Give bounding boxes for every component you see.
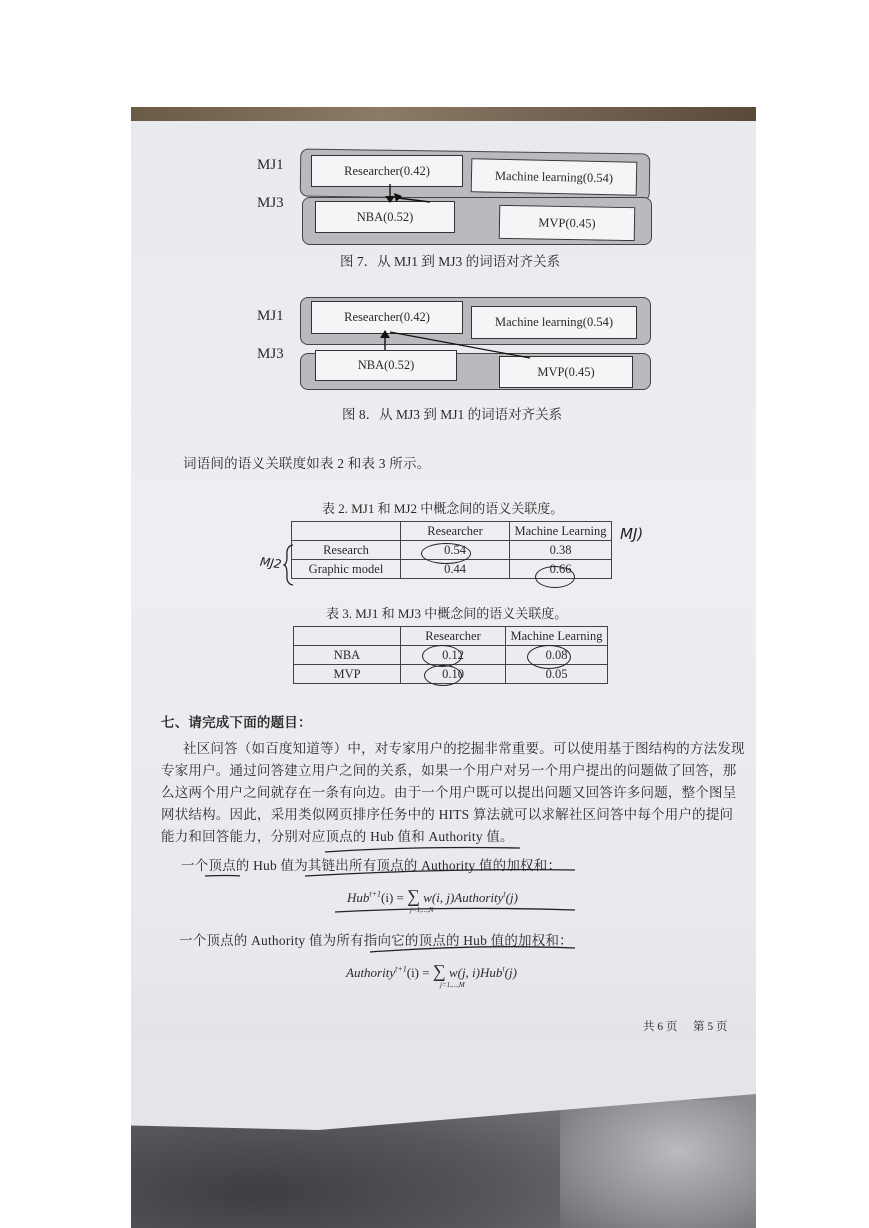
cloth-highlight — [560, 1100, 756, 1228]
table3-cell: MVP — [294, 665, 401, 684]
paragraph-line: 能力和回答能力，分别对应顶点的 Hub 值和 Authority 值。 — [161, 829, 514, 844]
formula-text: (j) — [504, 965, 517, 980]
fig8-box-ml: Machine learning(0.54) — [471, 306, 637, 339]
handwritten-circle — [421, 543, 471, 564]
section7-paragraph — [161, 738, 746, 848]
table2-cell: 0.38 — [510, 541, 612, 560]
table3-cell: 0.10 — [401, 665, 506, 684]
fig8-box-nba: NBA(0.52) — [315, 350, 457, 381]
fig7-box-researcher: Researcher(0.42) — [311, 155, 463, 187]
formula-text: w(i, j)Authority — [423, 890, 504, 905]
table3-header-1: Researcher — [401, 627, 506, 646]
fig7-row1-label: MJ1 — [257, 157, 284, 173]
authority-formula — [346, 961, 517, 982]
fig7-box-ml: Machine learning(0.54) — [471, 158, 638, 195]
table3-cell: NBA — [294, 646, 401, 665]
formula-text: Hub — [347, 890, 370, 905]
formula-subscript: j=1,...,M — [440, 981, 465, 989]
formula-text: (i) = — [406, 965, 430, 980]
fig8-arrows — [370, 326, 550, 366]
handwritten-circle — [424, 665, 462, 686]
table2-cell: 0.66 — [510, 560, 612, 579]
formula-text: Authority — [346, 965, 396, 980]
formula-text: (j) — [505, 890, 518, 905]
table2-header-2: Machine Learning — [510, 522, 612, 541]
section7-title: 七、请完成下面的题目： — [161, 715, 312, 730]
handwritten-mj2-note: MJ2 — [259, 554, 283, 572]
table3-header-0 — [294, 627, 401, 646]
handwritten-circle — [422, 645, 462, 667]
handwritten-mj1-note: MJ) — [620, 525, 644, 543]
fig8-box-mvp: MVP(0.45) — [499, 356, 633, 388]
table3-caption: 表 3. MJ1 和 MJ3 中概念间的语义关联度。 — [326, 606, 568, 621]
table-row — [292, 522, 612, 541]
fig8-row2-label: MJ3 — [257, 346, 284, 362]
table2-cell: 0.54 — [401, 541, 510, 560]
handwritten-circle — [535, 566, 575, 588]
fig7-caption: 图 7．从 MJ1 到 MJ3 的词语对齐关系 — [340, 254, 561, 269]
fig8-caption: 图 8．从 MJ3 到 MJ1 的词语对齐关系 — [342, 407, 563, 422]
table2-cell: Graphic model — [292, 560, 401, 579]
sigma-symbol: ∑ — [432, 961, 446, 981]
fig8-row1-label: MJ1 — [257, 308, 284, 324]
fig7-box-mvp: MVP(0.45) — [499, 205, 636, 241]
table2-header-0 — [292, 522, 401, 541]
formula-text: t+1 — [369, 889, 382, 899]
page-total: 共 6 页 — [643, 1021, 678, 1033]
formula-text: t — [503, 889, 506, 899]
fig8-box-researcher: Researcher(0.42) — [311, 301, 463, 334]
paragraph-line: 网状结构。因此，采用类似网页排序任务中的 HITS 算法就可以求解社区问答中每个用户的提问 — [161, 807, 734, 822]
formula-text: t — [502, 964, 505, 974]
formula-subscript: j=1,...,N — [410, 906, 434, 914]
fig7-row2-label: MJ3 — [257, 195, 284, 211]
table2-cell: Research — [292, 541, 401, 560]
handwritten-circle — [527, 645, 571, 669]
formula-text: w(j, i)Hub — [448, 965, 503, 980]
table3-cell: 0.05 — [506, 665, 608, 684]
table3-cell: 0.12 — [401, 646, 506, 665]
formula-text: t+1 — [395, 964, 407, 974]
desk-edge — [131, 107, 756, 121]
page-current: 第 5 页 — [693, 1021, 728, 1033]
handwritten-underlines — [150, 840, 750, 960]
table-row — [294, 627, 608, 646]
fig7-arrows — [370, 180, 450, 210]
hub-definition: 一个顶点的 Hub 值为其链出所有顶点的 Authority 值的加权和： — [181, 858, 562, 873]
table2-header-1: Researcher — [401, 522, 510, 541]
table3-header-2: Machine Learning — [506, 627, 608, 646]
handwritten-brace — [283, 544, 295, 586]
table3-cell: 0.08 — [506, 646, 608, 665]
authority-definition: 一个顶点的 Authority 值为所有指向它的顶点的 Hub 值的加权和： — [179, 933, 573, 948]
paragraph-line: 么这两个用户之间就存在一条有向边。由于一个用户既可以提出问题又回答许多问题，整个图呈 — [161, 785, 737, 800]
intro-text: 词语间的语义关联度如表 2 和表 3 所示。 — [183, 456, 431, 471]
table2-cell: 0.44 — [401, 560, 510, 579]
paragraph-line: 专家用户。通过问答建立用户之间的关系，如果一个用户对另一个用户提出的问题做了回答，那 — [161, 763, 737, 778]
formula-text: (i) = — [381, 890, 404, 905]
table2-caption: 表 2. MJ1 和 MJ2 中概念间的语义关联度。 — [322, 501, 564, 516]
paragraph-line: 社区问答（如百度知道等）中，对专家用户的挖掘非常重要。可以使用基于图结构的方法发现 — [183, 741, 745, 756]
fig7-box-nba: NBA(0.52) — [315, 201, 455, 233]
sigma-symbol: ∑ — [407, 886, 420, 906]
